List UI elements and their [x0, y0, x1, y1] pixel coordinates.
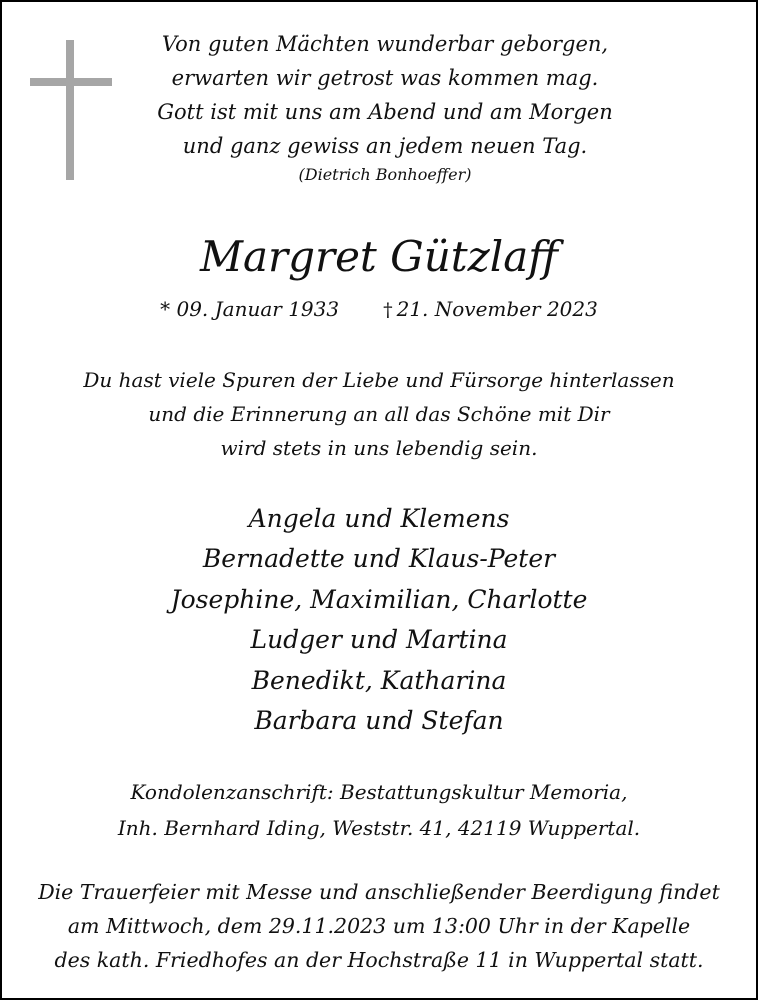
- motto-line: erwarten wir getrost was kommen mag.: [171, 66, 599, 90]
- ceremony-line: Die Trauerfeier mit Messe und anschließender Beerdigung findet: [38, 880, 720, 904]
- motto-line: Gott ist mit uns am Abend und am Morgen: [157, 100, 613, 124]
- tribute-line: Du hast viele Spuren der Liebe und Fürsorge hinterlassen: [83, 368, 675, 392]
- motto-line: und ganz gewiss an jedem neuen Tag.: [182, 134, 588, 158]
- deceased-name: Margret Gützlaff: [199, 232, 558, 281]
- birth-date: * 09. Januar 1933: [160, 297, 340, 321]
- death-date-group: [383, 299, 598, 320]
- mourner-entry: Ludger und Martina: [250, 625, 508, 654]
- ceremony-line: des kath. Friedhofes an der Hochstraße 11 in Wuppertal statt.: [54, 948, 704, 972]
- ceremony-line: am Mittwoch, dem 29.11.2023 um 13:00 Uhr in der Kapelle: [67, 914, 691, 938]
- mourner-entry: Bernadette und Klaus-Peter: [202, 544, 556, 573]
- tribute-line: wird stets in uns lebendig sein.: [220, 436, 538, 460]
- life-dates: [2, 299, 756, 320]
- condolence-line: Kondolenzanschrift: Bestattungskultur Memoria,: [130, 780, 628, 804]
- mourner-entry: Barbara und Stefan: [254, 706, 504, 735]
- motto-line: Von guten Mächten wunderbar geborgen,: [161, 32, 609, 56]
- condolence-line: Inh. Bernhard Iding, Weststr. 41, 42119 Wuppertal.: [117, 816, 641, 840]
- death-date: 21. November 2023: [396, 297, 598, 321]
- tribute-line: und die Erinnerung an all das Schöne mit Dir: [148, 402, 610, 426]
- mourner-entry: Josephine, Maximilian, Charlotte: [170, 585, 588, 614]
- dagger-icon: †: [383, 299, 393, 321]
- mourner-entry: Benedikt, Katharina: [251, 666, 507, 695]
- motto-author: (Dietrich Bonhoeffer): [298, 165, 472, 184]
- mourner-entry: Angela und Klemens: [248, 504, 510, 533]
